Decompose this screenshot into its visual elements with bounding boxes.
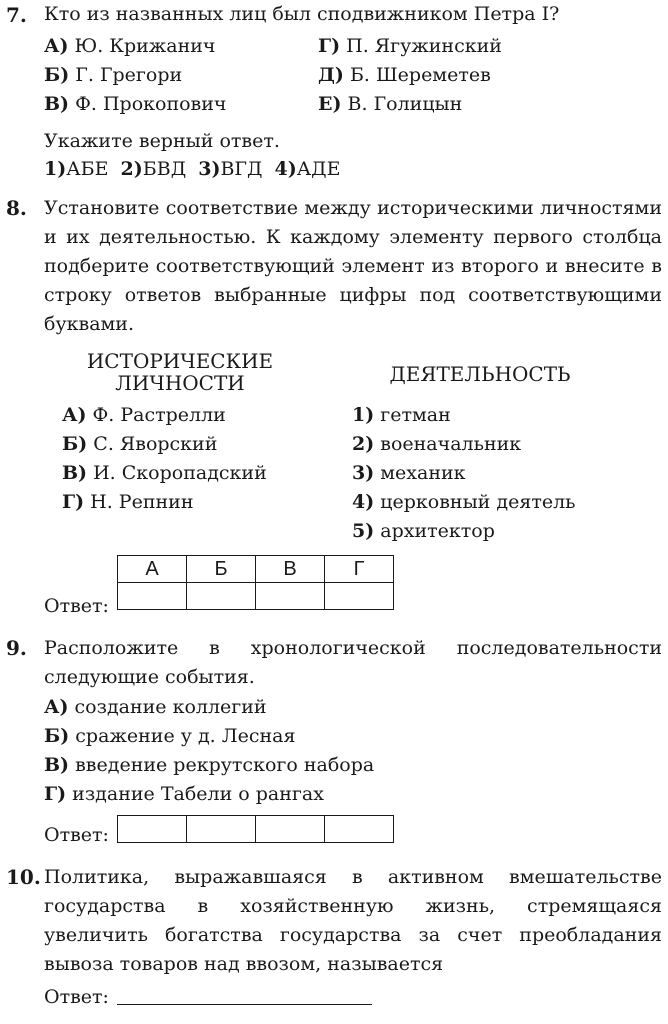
question-number: 9. <box>6 636 27 660</box>
answer-grid <box>117 555 394 610</box>
activity-1: 1) гетман <box>352 404 451 426</box>
question-text: Расположите в хронологической последовательности следующие события. <box>44 637 662 688</box>
answer-cell-3[interactable] <box>256 816 325 843</box>
answer-label: Ответ: <box>44 824 109 846</box>
answer-cell-v[interactable] <box>256 583 325 610</box>
answer-cell-g[interactable] <box>325 583 394 610</box>
grid-header-b: Б <box>187 556 256 583</box>
activity-4: 4) церковный деятель <box>352 491 576 513</box>
option-v: В) Ф. Прокопович <box>44 93 227 115</box>
question-number: 10. <box>6 865 41 889</box>
grid-header-v: В <box>256 556 325 583</box>
event-v: В) введение рекрутского набора <box>44 754 375 776</box>
event-b: Б) сражение у д. Лесная <box>44 725 296 747</box>
question-number: 8. <box>6 196 27 220</box>
grid-header-a: А <box>118 556 187 583</box>
answer-cell-2[interactable] <box>187 816 256 843</box>
event-a: А) создание коллегий <box>44 696 267 718</box>
question-text: Установите соответствие между историческими личностями и их деятельностью. К каждому элементу первого столбца подберите соответствующий элемент из второго и внесите в строку ответов выбранные цифры под соответствующими буквами. <box>44 197 662 335</box>
option-a: А) Ю. Крижанич <box>44 35 216 57</box>
answer-label: Ответ: <box>44 986 109 1008</box>
event-g: Г) издание Табели о рангах <box>44 783 324 805</box>
activity-3: 3) механик <box>352 462 466 484</box>
answer-grid <box>117 815 394 843</box>
option-b: Б) Г. Грегори <box>44 64 183 86</box>
person-g: Г) Н. Репнин <box>62 491 194 513</box>
answer-cell-4[interactable] <box>325 816 394 843</box>
column-header-activities: ДЕЯТЕЛЬНОСТЬ <box>389 362 571 386</box>
option-d: Д) Б. Шереметев <box>318 64 491 86</box>
activity-5: 5) архитектор <box>352 520 495 542</box>
grid-header-g: Г <box>325 556 394 583</box>
activity-2: 2) военачальник <box>352 433 522 455</box>
person-v: В) И. Скоропадский <box>62 462 267 484</box>
answer-choices: 1)АБЕ 2)БВД 3)ВГД 4)АДЕ <box>44 158 341 180</box>
person-a: А) Ф. Растрелли <box>62 404 226 426</box>
answer-cell-a[interactable] <box>118 583 187 610</box>
answer-prompt: Укажите верный ответ. <box>44 130 280 152</box>
option-g: Г) П. Ягужинский <box>318 35 502 57</box>
option-e: Е) В. Голицын <box>318 93 463 115</box>
answer-label: Ответ: <box>44 595 109 617</box>
question-number: 7. <box>6 3 27 27</box>
answer-cell-b[interactable] <box>187 583 256 610</box>
question-text: Кто из названных лиц был сподвижником Петра I? <box>44 3 560 25</box>
answer-cell-1[interactable] <box>118 816 187 843</box>
column-header-persons: ИСТОРИЧЕСКИЕ ЛИЧНОСТИ <box>86 349 274 395</box>
question-text: Политика, выражавшаяся в активном вмешательстве государства в хозяйственную жизнь, стремящаяся увеличить богатства государства за счет преобладания вывоза товаров над ввозом, называется <box>44 866 662 975</box>
answer-blank[interactable] <box>117 984 372 1005</box>
person-b: Б) С. Яворский <box>62 433 218 455</box>
